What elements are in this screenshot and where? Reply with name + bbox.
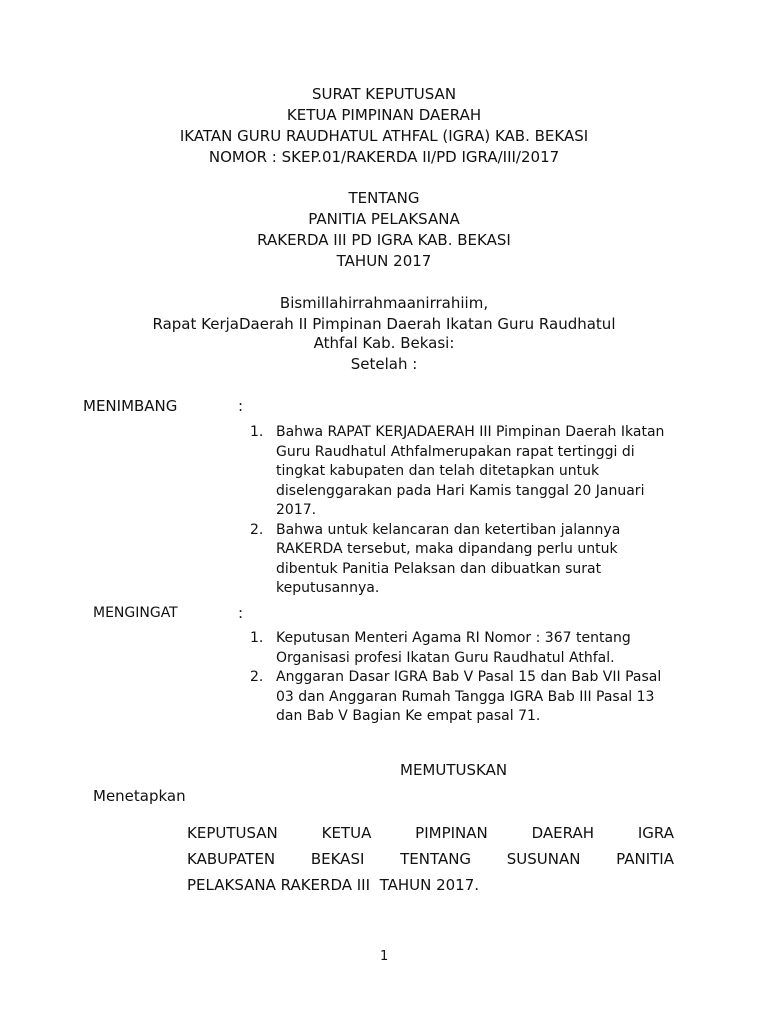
word: PIMPINAN [415, 824, 488, 842]
opening-line: Athfal Kab. Bekasi: [313, 334, 455, 352]
word: TENTANG [400, 850, 472, 868]
decision-line [187, 846, 674, 872]
list-text: Anggaran Dasar IGRA Bab V Pasal 15 dan Bab VII Pasal 03 dan Anggaran Rumah Tangga IGRA Bab III Pasal 13 dan Bab V Bagian Ke empat pasal 71. [276, 669, 662, 724]
opening-line: Rapat KerjaDaerah II Pimpinan Daerah Ikatan Guru Raudhatul [152, 315, 616, 333]
list-number: 1. [250, 424, 264, 440]
word: DAERAH [531, 824, 594, 842]
subject-line: RAKERDA III PD IGRA KAB. BEKASI [257, 231, 511, 249]
list-item [250, 668, 680, 727]
page-number: 1 [380, 949, 389, 964]
header-subtitle: KETUA PIMPINAN DAERAH [286, 106, 482, 124]
list-item [250, 423, 680, 521]
menimbang-colon: : [238, 397, 244, 415]
mengingat-label: MENGINGAT [93, 605, 178, 621]
word: KABUPATEN [187, 850, 276, 868]
opening-bismillah: Bismillahirrahmaanirrahiim, [279, 294, 489, 312]
list-item [250, 629, 680, 668]
word: BEKASI [310, 850, 365, 868]
memutuskan-heading: MEMUTUSKAN [400, 761, 508, 779]
word: PANITIA [616, 850, 674, 868]
word: KETUA [321, 824, 372, 842]
decision-line [187, 872, 674, 898]
decision-line [187, 820, 674, 846]
header-number: NOMOR : SKEP.01/RAKERDA II/PD IGRA/III/2017 [208, 148, 560, 166]
mengingat-list [250, 629, 680, 727]
decision-last-line: PELAKSANA RAKERDA III TAHUN 2017. [187, 876, 480, 894]
list-text: Bahwa untuk kelancaran dan ketertiban jalannya RAKERDA tersebut, maka dipandang perlu untuk dibentuk Panitia Pelaksan dan dibuatkan surat keputusannya. [276, 521, 621, 596]
subject-year: TAHUN 2017 [336, 252, 432, 270]
opening-setelah: Setelah : [350, 355, 418, 373]
list-number: 1. [250, 630, 264, 646]
header-title: SURAT KEPUTUSAN [311, 85, 457, 103]
list-text: Bahwa RAPAT KERJADAERAH III Pimpinan Daerah Ikatan Guru Raudhatul Athfalmerupakan rapat tertinggi di tingkat kabupaten dan telah ditetapkan untuk diselenggarakan pada Hari Kamis tanggal 20 Januari 2017. [276, 424, 665, 518]
header-organization: IKATAN GURU RAUDHATUL ATHFAL (IGRA) KAB. BEKASI [179, 127, 589, 145]
list-item [250, 521, 680, 599]
subject-tentang: TENTANG [348, 189, 420, 207]
list-number: 2. [250, 521, 264, 538]
word: SUSUNAN [506, 850, 581, 868]
word: IGRA [637, 824, 674, 842]
subject-line: PANITIA PELAKSANA [308, 210, 460, 228]
menetapkan-label: Menetapkan [93, 787, 186, 805]
decision-text [187, 820, 674, 898]
menimbang-label: MENIMBANG [83, 397, 178, 415]
menimbang-list [250, 423, 680, 599]
list-number: 2. [250, 669, 264, 685]
word: KEPUTUSAN [187, 824, 278, 842]
list-text: Keputusan Menteri Agama RI Nomor : 367 tentang Organisasi profesi Ikatan Guru Raudhatul Athfal. [276, 630, 631, 666]
mengingat-colon: : [238, 604, 244, 622]
